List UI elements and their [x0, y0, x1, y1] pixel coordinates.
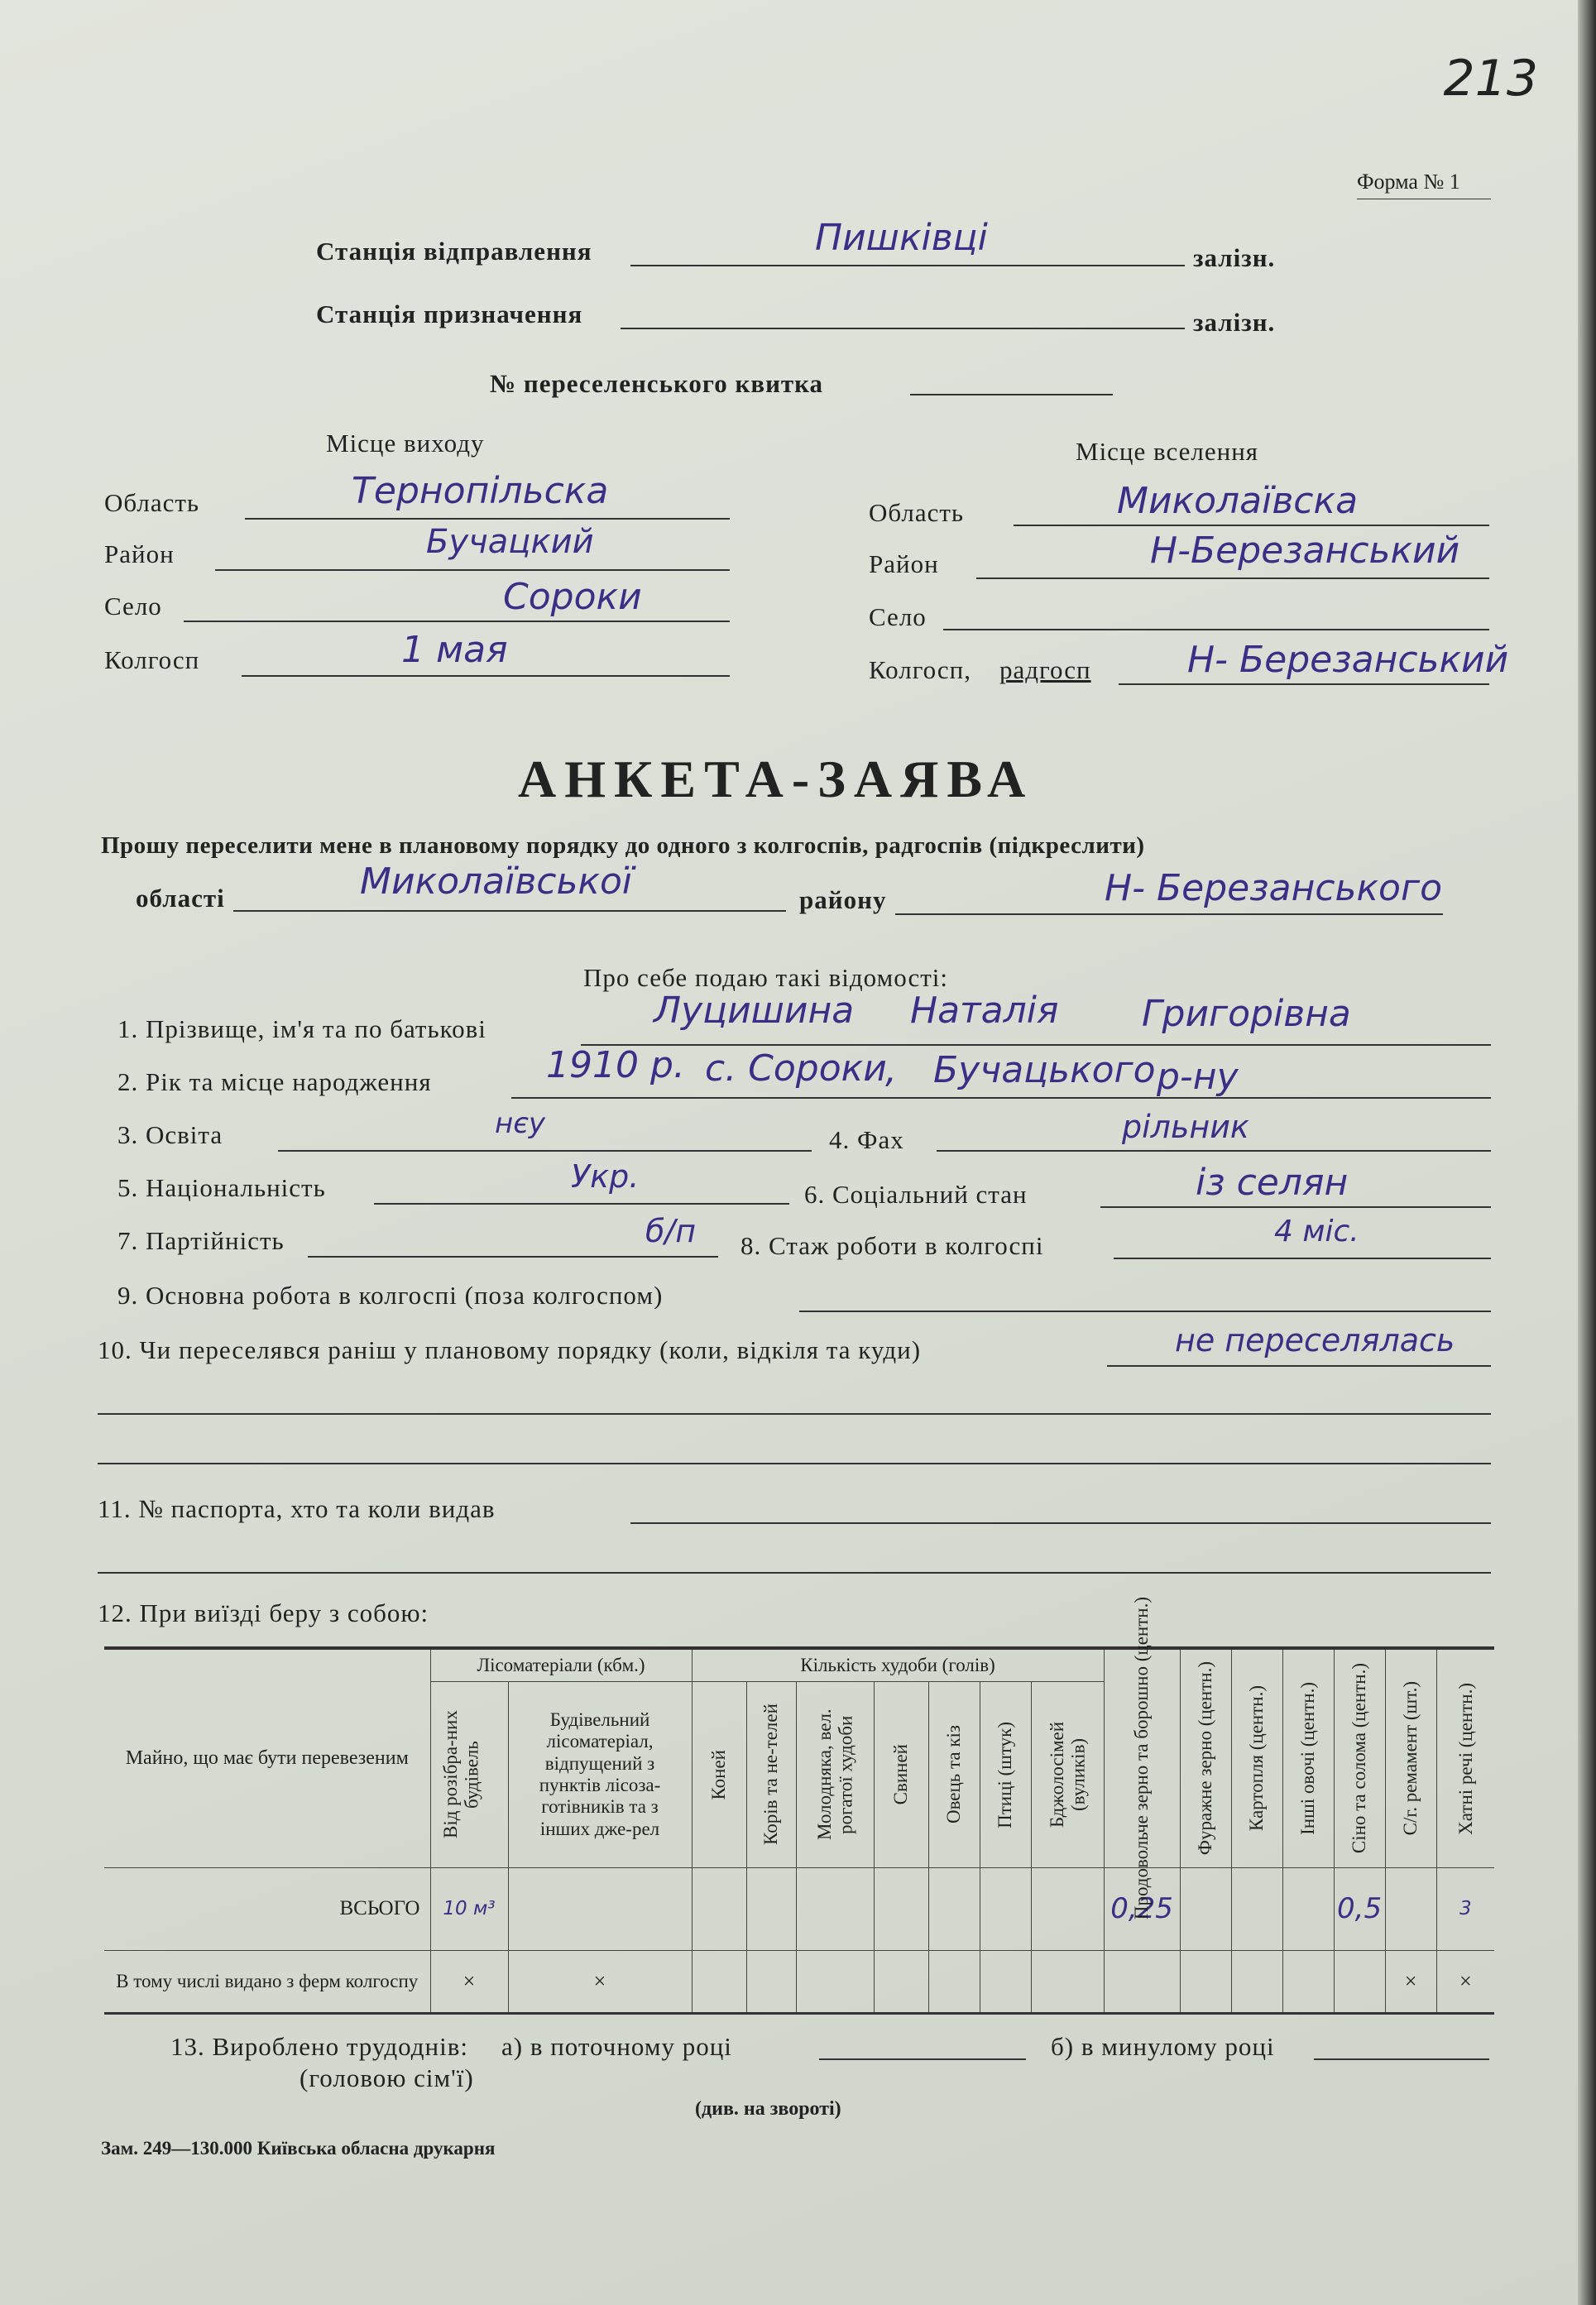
col-sheep: Овець та кіз: [943, 1725, 965, 1824]
q8-label: 8. Стаж роботи в колгоспі: [740, 1231, 1044, 1260]
q2-label: 2. Рік та місце народження: [117, 1067, 432, 1096]
lumber-header: Лісоматеріали (кбм.): [430, 1648, 692, 1682]
origin-kolhosp-label: Колгосп: [104, 645, 200, 674]
destination-station-label: Станція призначення: [316, 300, 583, 328]
destination-rayon-value: Н-Березанський: [1150, 530, 1460, 572]
origin-oblast-label: Область: [104, 488, 200, 517]
destination-selo-label: Село: [869, 602, 927, 631]
col-bees: Бджолосімей (вуликів): [1046, 1721, 1089, 1828]
request-oblast-value: Миколаївської: [360, 860, 633, 903]
q6-label: 6. Соціальний стан: [804, 1180, 1028, 1209]
col-building: Будівельний лісоматеріал, відпущений з пунктів лісоза-готівників та з інших дже-рел: [508, 1682, 692, 1868]
col-cows: Корів та не-телей: [760, 1704, 782, 1846]
total-dismantled: 10 м³: [430, 1868, 508, 1951]
destination-kolhosp-value: Н- Березанський: [1187, 639, 1509, 681]
col-food: Продовольче зерно та борошно (центн.): [1131, 1597, 1153, 1920]
destination-heading: Місце вселення: [1076, 437, 1259, 466]
x-mark: ×: [1385, 1951, 1436, 2014]
col-hay: Сіно та солома (центн.): [1349, 1663, 1370, 1854]
origin-kolhosp-value: 1 мая: [401, 629, 508, 671]
row-total-label: ВСЬОГО: [104, 1868, 430, 1951]
q7-value: б/п: [645, 1213, 697, 1249]
x-mark: ×: [1436, 1951, 1494, 2014]
q13-label: 13. Вироблено трудоднів:: [170, 2032, 469, 2061]
x-mark: ×: [430, 1951, 508, 2014]
col-birds: Птиці (штук): [995, 1721, 1016, 1828]
request-text: Прошу переселити мене в плановому порядку до одного з колгоспів, радгоспів (підкреслити): [101, 832, 1145, 859]
q1-label: 1. Прізвище, ім'я та по батькові: [117, 1014, 486, 1043]
col-fodder: Фуражне зерно (центн.): [1195, 1661, 1216, 1856]
row-issued-label: В тому числі видано з ферм колгоспу: [104, 1951, 430, 2014]
q2-year: 1910 р.: [546, 1044, 685, 1086]
origin-rayon-value: Бучацкий: [426, 523, 594, 561]
q11-label: 11. № паспорта, хто та коли видав: [98, 1494, 496, 1523]
q8-value: 4 міс.: [1274, 1215, 1359, 1248]
about-text: Про себе подаю такі відомості:: [583, 963, 949, 992]
col-household: Хатні речі (центн.): [1455, 1682, 1476, 1835]
q7-label: 7. Партійність: [117, 1226, 285, 1255]
col-dismantled: Від розібра-них будівель: [440, 1710, 482, 1839]
property-header: Майно, що має бути перевезеним: [104, 1648, 430, 1868]
request-oblast-label: області: [136, 884, 225, 913]
x-mark: ×: [508, 1951, 692, 2014]
origin-oblast-value: Тернопільска: [352, 470, 609, 512]
q2-comma: ,: [885, 1049, 897, 1091]
destination-oblast-label: Область: [869, 498, 965, 527]
request-rayon-label: району: [799, 885, 887, 914]
ticket-number-label: № переселенського квитка: [490, 369, 824, 398]
q13-previous-label: б) в минулому році: [1051, 2032, 1275, 2061]
destination-kolhosp-label: Колгосп,: [869, 655, 972, 684]
col-tools: С/г. ремамент (шт.): [1400, 1681, 1421, 1836]
page-number: 213: [1443, 50, 1538, 108]
q3-value: нєу: [495, 1107, 546, 1140]
q2-place: с. Сороки: [705, 1047, 887, 1090]
q2-rayon-suffix: р-ну: [1157, 1056, 1239, 1098]
destination-rayon-label: Район: [869, 549, 939, 578]
q6-value: із селян: [1196, 1162, 1349, 1204]
printer-imprint: Зам. 249—130.000 Київська обласна друкарня: [101, 2138, 496, 2159]
q5-value: Укр.: [571, 1158, 640, 1195]
q10-label: 10. Чи переселявся раніш у плановому порядку (коли, відкіля та куди): [98, 1335, 922, 1364]
total-household: 3: [1436, 1868, 1494, 1951]
q9-label: 9. Основна робота в колгоспі (поза колгоспом): [117, 1281, 664, 1310]
rail-suffix-2: залізн.: [1193, 308, 1276, 337]
q10-value: не переселялась: [1175, 1322, 1455, 1359]
q2-rayon: Бучацького: [933, 1049, 1156, 1091]
q3-label: 3. Освіта: [117, 1120, 223, 1149]
q12-label: 12. При виїзді беру з собою:: [98, 1598, 429, 1627]
q1-name: Наталія: [910, 990, 1059, 1032]
departure-station-label: Станція відправлення: [316, 237, 592, 266]
total-food: 0,25: [1104, 1868, 1180, 1951]
origin-heading: Місце виходу: [326, 429, 485, 458]
col-young: Молодняка, вел. рогатої худоби: [813, 1708, 856, 1841]
col-pigs: Свиней: [890, 1744, 912, 1805]
col-horses: Коней: [708, 1749, 730, 1800]
origin-selo-label: Село: [104, 592, 162, 621]
q1-patronymic: Григорівна: [1142, 993, 1351, 1035]
col-potato: Картопля (центн.): [1246, 1685, 1268, 1832]
q4-value: рільник: [1122, 1109, 1249, 1145]
see-back-note: (див. на звороті): [695, 2098, 841, 2120]
form-number: Форма № 1: [1357, 170, 1460, 194]
livestock-header: Кількість худоби (голів): [692, 1648, 1104, 1682]
q13-current-label: а) в поточному році: [501, 2032, 732, 2061]
request-rayon-value: Н- Березанського: [1105, 867, 1442, 909]
origin-rayon-label: Район: [104, 539, 175, 568]
departure-station-value: Пишківці: [815, 217, 988, 259]
q13-sub: (головою сім'ї): [300, 2063, 474, 2092]
form-title: АНКЕТА-ЗАЯВА: [518, 750, 1034, 808]
page-edge: [1578, 0, 1596, 2305]
q4-label: 4. Фах: [829, 1125, 904, 1154]
col-veg: Інші овочі (центн.): [1297, 1682, 1319, 1835]
q1-surname: Луцишина: [654, 990, 855, 1032]
destination-radhosp-label: радгосп: [999, 655, 1091, 684]
destination-oblast-value: Миколаївска: [1117, 480, 1359, 522]
origin-selo-value: Сороки: [503, 576, 642, 618]
rail-suffix-1: залізн.: [1193, 243, 1276, 272]
q5-label: 5. Національність: [117, 1173, 326, 1202]
total-hay: 0,5: [1334, 1868, 1385, 1951]
